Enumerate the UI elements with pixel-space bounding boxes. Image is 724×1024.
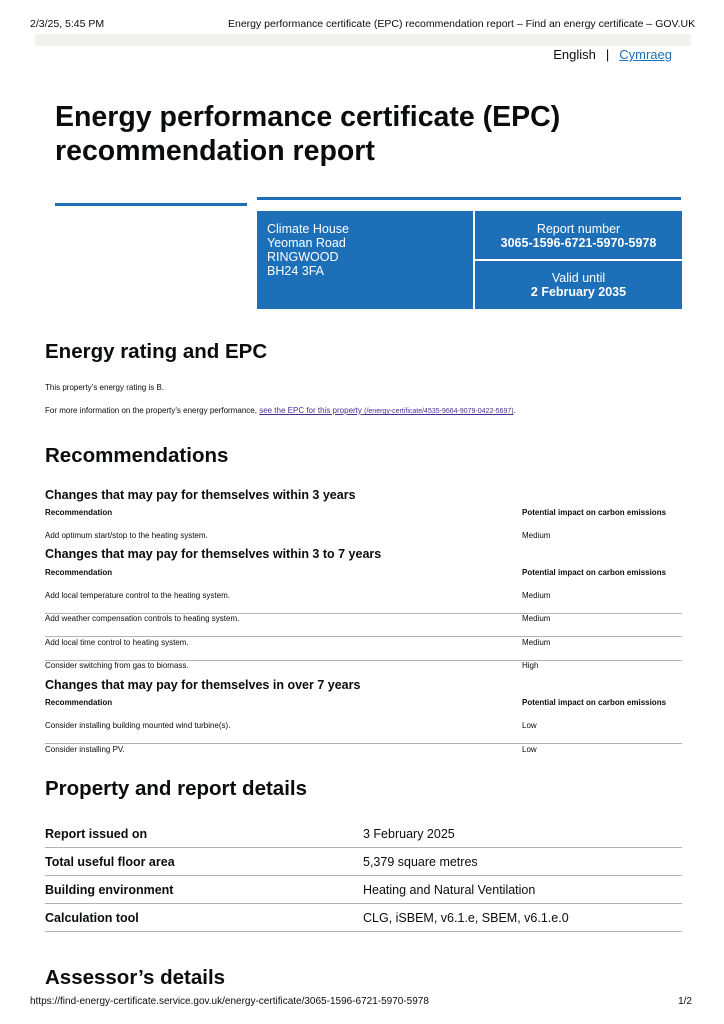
details-value: Heating and Natural Ventilation — [363, 883, 536, 897]
energy-more-info — [45, 406, 516, 415]
table-header — [45, 568, 682, 580]
energy-heading: Energy rating and EPC — [45, 340, 268, 363]
print-footer — [30, 996, 694, 1010]
report-number-label: Report number — [536, 222, 621, 236]
language-switcher — [553, 47, 672, 62]
details-key: Building environment — [45, 883, 174, 897]
table-row — [45, 721, 682, 744]
more-info-suffix: . — [513, 406, 516, 415]
impact-value: Medium — [522, 591, 551, 600]
impact-value: Low — [522, 745, 537, 754]
impact-value: Low — [522, 721, 537, 730]
epc-link-href: (/energy-certificate/4535-9664-9079-0422-5697) — [364, 408, 514, 415]
property-address — [257, 211, 473, 309]
column-impact: Potential impact on carbon emissions — [522, 568, 667, 577]
details-key: Report issued on — [45, 827, 148, 841]
address-line: RINGWOOD — [267, 250, 339, 264]
header-bar — [35, 34, 691, 46]
column-impact: Potential impact on carbon emissions — [522, 698, 667, 707]
language-separator: | — [605, 47, 610, 62]
page-number: 1/2 — [678, 996, 692, 1007]
column-recommendation: Recommendation — [45, 698, 113, 707]
recommendation-text: Add weather compensation controls to heating system. — [45, 614, 240, 623]
details-row — [45, 848, 682, 876]
recommendation-text: Consider switching from gas to biomass. — [45, 661, 189, 670]
impact-value: High — [522, 661, 539, 670]
table-row — [45, 591, 682, 614]
assessor-heading: Assessor’s details — [45, 966, 226, 989]
address-line: Yeoman Road — [267, 236, 346, 250]
page-title-line2: recommendation report — [55, 135, 375, 167]
details-value: 5,379 square metres — [363, 855, 478, 869]
page-title — [55, 100, 615, 168]
table-row — [45, 638, 682, 661]
language-english: English — [553, 47, 596, 62]
details-key: Total useful floor area — [45, 855, 175, 869]
title-underline — [55, 203, 247, 206]
recommendation-text: Consider installing building mounted wind turbine(s). — [45, 721, 231, 730]
language-welsh-link[interactable]: Cymraeg — [619, 47, 672, 62]
details-row — [45, 904, 682, 932]
valid-until-label: Valid until — [551, 271, 606, 285]
details-row — [45, 820, 682, 848]
impact-value: Medium — [522, 531, 551, 540]
recommendation-group-title: Changes that may pay for themselves within 3 to 7 years — [45, 547, 382, 561]
details-value: 3 February 2025 — [363, 827, 455, 841]
table-header — [45, 508, 682, 520]
epc-link-text: see the EPC for this property — [259, 406, 362, 415]
details-value: CLG, iSBEM, v6.1.e, SBEM, v6.1.e.0 — [363, 911, 569, 925]
recommendation-group-title: Changes that may pay for themselves within 3 years — [45, 488, 356, 502]
details-key: Calculation tool — [45, 911, 139, 925]
recommendation-text: Consider installing PV. — [45, 745, 125, 754]
recommendation-text: Add optimum start/stop to the heating system. — [45, 531, 208, 540]
column-impact: Potential impact on carbon emissions — [522, 508, 667, 517]
energy-rating-text: This property’s energy rating is B. — [45, 383, 165, 392]
column-recommendation: Recommendation — [45, 568, 113, 577]
recommendation-text: Add local time control to heating system. — [45, 638, 189, 647]
epc-link[interactable] — [259, 406, 513, 415]
impact-value: Medium — [522, 638, 551, 647]
report-number-value: 3065-1596-6721-5970-5978 — [500, 236, 657, 250]
valid-until-box — [475, 261, 682, 309]
more-info-prefix: For more information on the property’s energy performance, — [45, 406, 260, 415]
summary-top-rule — [257, 197, 681, 200]
column-recommendation: Recommendation — [45, 508, 113, 517]
page-title-line1: Energy performance certificate (EPC) — [55, 101, 561, 133]
table-header — [45, 698, 682, 710]
recommendation-text: Add local temperature control to the heating system. — [45, 591, 230, 600]
print-page-title: Energy performance certificate (EPC) recommendation report – Find an energy certificate – GOV.UK — [228, 18, 696, 30]
table-row — [45, 614, 682, 637]
print-datetime: 2/3/25, 5:45 PM — [30, 18, 105, 30]
address-line: BH24 3FA — [267, 264, 324, 278]
recommendations-heading: Recommendations — [45, 444, 229, 467]
property-details-heading: Property and report details — [45, 777, 308, 800]
table-row — [45, 745, 682, 768]
print-header — [30, 18, 694, 32]
address-line: Climate House — [267, 222, 349, 236]
recommendation-group-title: Changes that may pay for themselves in over 7 years — [45, 678, 361, 692]
print-url: https://find-energy-certificate.service.gov.uk/energy-certificate/3065-1596-6721-5970-5978 — [30, 996, 429, 1007]
report-number-box — [475, 211, 682, 259]
impact-value: Medium — [522, 614, 551, 623]
valid-until-value: 2 February 2035 — [530, 285, 627, 299]
details-row — [45, 876, 682, 904]
